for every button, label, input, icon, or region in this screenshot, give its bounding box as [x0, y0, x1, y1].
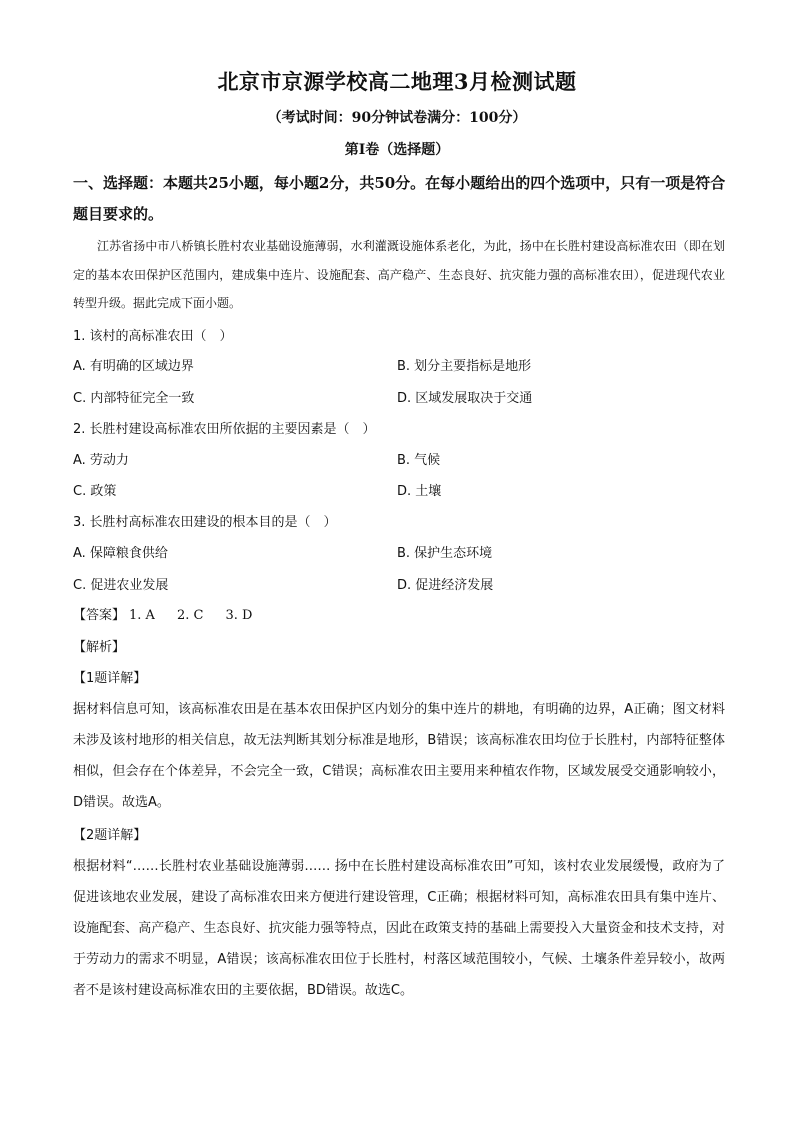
question-1-option-d: D. 区域发展取决于交通 [397, 391, 533, 406]
question-3-option-b: B. 保护生态环境 [397, 546, 493, 561]
detail-1-text: 据材料信息可知，该高标准农田是在基本农田保护区内划分的集中连片的耕地，有明确的边界，A正确；图文材料未涉及该村地形的相关信息，故无法判断其划分标准是地形，B错误；该高标准农田均位于长胜村，内部特征整体相似，但会存在个体差异，不会完全一致，C错误；高标准农田主要用来种植农作物，区域发展受交通影响较小，D错误。故选A。 [73, 702, 725, 810]
question-2-option-d: D. 土壤 [397, 484, 442, 499]
question-1-option-a: A. 有明确的区域边界 [73, 359, 194, 374]
answer-item-3: 3. D [225, 608, 253, 623]
detail-1-label: 【1题详解】 [73, 671, 147, 686]
section-heading: 一、选择题：本题共25小题，每小题2分，共50分。在每小题给出的四个选项中，只有一项是符合题目要求的。 [73, 174, 726, 223]
question-1-option-c: C. 内部特征完全一致 [73, 391, 195, 406]
exam-info: （考试时间：90分钟试卷满分：100分） [267, 110, 527, 126]
question-2-option-b: B. 气候 [397, 453, 441, 468]
answer-tag: 【答案】 [73, 608, 126, 623]
question-2-option-a: A. 劳动力 [73, 453, 129, 468]
analysis-label: 【解析】 [73, 640, 126, 655]
answer-item-2: 2. C [176, 608, 204, 623]
question-3-option-a: A. 保障粮食供给 [73, 546, 168, 561]
detail-2-text: 根据材料“……长胜村农业基础设施薄弱…… 扬中在长胜村建设高标准农田”可知，该村农业发展缓慢，政府为了促进该地农业发展，建设了高标准农田来方便进行建设管理，C正确；根据材料可知，高标准农田具有集中连片、设施配套、高产稳产、生态良好、抗灾能力强等特点，因此在政策支持的基础上需要投入大量资金和技术支持，对于劳动力的需求不明显，A错误；该高标准农田位于长胜村，村落区域范围较小，气候、土壤条件差异较小，故两者不是该村建设高标准农田的主要依据，BD错误。故选C。 [73, 859, 725, 998]
question-1-stem: 1. 该村的高标准农田（ ） [73, 329, 233, 344]
material-passage: 江苏省扬中市八桥镇长胜村农业基础设施薄弱，水利灌溉设施体系老化，为此，扬中在长胜村建设高标准农田（即在划定的基本农田保护区范围内，建成集中连片、设施配套、高产稳产、生态良好、抗灾能力强的高标准农田），促进现代农业转型升级。据此完成下面小题。 [73, 239, 725, 310]
answer-line [73, 606, 252, 626]
question-1-option-b: B. 划分主要指标是地形 [397, 359, 532, 374]
question-3-option-c: C. 促进农业发展 [73, 578, 169, 593]
page-title: 北京市京源学校高二地理3月检测试题 [217, 69, 577, 94]
question-2-option-c: C. 政策 [73, 484, 117, 499]
answer-item-1: 1. A [129, 608, 155, 623]
question-3-option-d: D. 促进经济发展 [397, 578, 494, 593]
volume-heading: 第Ⅰ卷（选择题） [344, 142, 450, 158]
question-2-stem: 2. 长胜村建设高标准农田所依据的主要因素是（ ） [73, 422, 376, 437]
question-3-stem: 3. 长胜村高标准农田建设的根本目的是（ ） [73, 515, 337, 530]
detail-2-label: 【2题详解】 [73, 828, 147, 843]
